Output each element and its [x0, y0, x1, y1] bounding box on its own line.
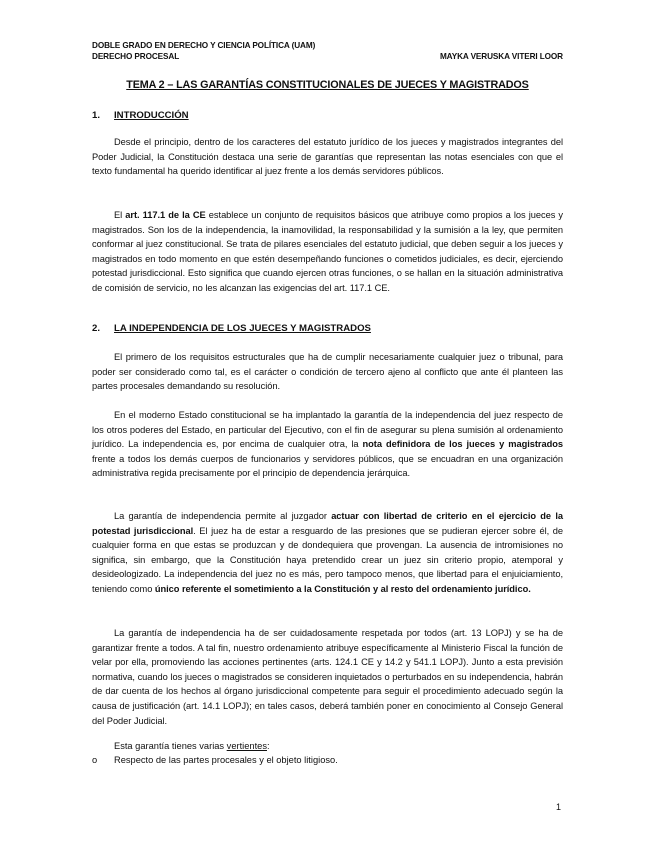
- header-author: MAYKA VERUSKA VITERI LOOR: [439, 52, 563, 61]
- section-number: 1.: [92, 110, 101, 121]
- bold-phrase: art. 117.1 de la CE: [125, 210, 206, 220]
- list-item-text: Respecto de las partes procesales y el objeto litigioso.: [114, 755, 338, 765]
- section-number: 2.: [92, 323, 101, 334]
- bold-phrase: nota definidora de los jueces y magistrados: [362, 439, 563, 450]
- paragraph-respeto: La garantía de independencia ha de ser cuidadosamente respetada por todos (art. 13 LOPJ) y se ha de garantizar frente a todos. A tal fin, nuestro ordenamiento atribuye específicamente al Ministerio Fiscal la función de velar por ella, promoviendo las acciones pertinentes (arts. 124.1 CE y 14.2 y 541.1 LOPJ). Junto a esta previsión normativa, cuando los jueces o magistrados se consideren inquietados o perturbados en su independencia, habrán de dar cuenta de los hechos al órgano jurisdiccional competente para seguir el procedimiento adecuado según la causa de justificación (art. 14.1 LOPJ); en tales casos, deberá también poner en conocimiento al Consejo General del Poder Judicial.: [92, 628, 563, 726]
- list-item: [92, 753, 338, 768]
- paragraph-libertad-criterio: La garantía de independencia permite al juzgador actuar con libertad de criterio en el ejercicio de la potestad jurisdiccional. El juez ha de estar a resguardo de las presiones que se pudieran ejercer sobre él, de cualquier forma en que estas se produzcan y de dondequiera que provengan. La ausencia de intromisiones no significa, sin embargo, que la Constitución haya pretendido crear un juez sin criterio propio, atemporal y desideologizado. La independencia del juez no es más, pero tampoco menos, que libertad para el enjuiciamiento, teniendo como único referente el sometimiento a la Constitución y al resto del ordenamiento jurídico.: [92, 511, 563, 594]
- bold-phrase: actuar con libertad de criterio en el ejercicio de la potestad jurisdiccional: [92, 511, 563, 536]
- section-label: LA INDEPENDENCIA DE LOS JUECES Y MAGISTRADOS: [114, 323, 371, 334]
- section-heading-2: [92, 323, 371, 334]
- paragraph-estado-constitucional: En el moderno Estado constitucional se ha implantado la garantía de la independencia del juez respecto de los otros poderes del Estado, en particular del Ejecutivo, con el fin de asegurar su plena sumisión al ordenamiento jurídico. La independencia es, por encima de cualquier otra, la nota definidora de los jueces y magistrados frente a todos los demás cuerpos de funcionarios y servidores públicos, que se encuadran en una organización administrativa regida precisamente por el principio de dependencia jerárquica.: [92, 410, 563, 479]
- bold-phrase: único referente el sometimiento a la Constitución y al resto del ordenamiento jurídico.: [154, 583, 531, 594]
- paragraph-art-117: El art. 117.1 de la CE establece un conjunto de requisitos básicos que atribuye como propios a los jueces y magistrados. Son los de la independencia, la inamovilidad, la responsabilidad y la sumisión a la ley, que permiten conformar al juez constitucional. Se trata de pilares esenciales del estatuto judicial, que deben seguir a los jueces y magistrados en todo momento en que estén desempeñando funciones o cometidos judiciales, es decir, ejerciendo potestad jurisdiccional. Esto significa que cuando ejercen otras funciones, o se hallan en la situación administrativa de comisión de servicio, no les alcanzan las exigencias del art. 117.1 CE.: [92, 210, 563, 293]
- header-left: [92, 40, 315, 62]
- section-label: INTRODUCCIÓN: [114, 110, 189, 121]
- paragraph-tercero: El primero de los requisitos estructurales que ha de cumplir necesariamente cualquier juez o tribunal, para poder ser considerado como tal, es el carácter o condición de tercero ajeno al conflicto que ante él planteen las partes procesales demandando su resolución.: [92, 352, 563, 392]
- page-title: TEMA 2 – LAS GARANTÍAS CONSTITUCIONALES DE JUECES Y MAGISTRADOS: [126, 79, 529, 91]
- underlined-word: vertientes: [226, 741, 267, 751]
- bullet-icon: o: [92, 755, 98, 765]
- paragraph-intro: Desde el principio, dentro de los caracteres del estatuto jurídico de los jueces y magistrados integrantes del Poder Judicial, la Constitución destaca una serie de garantías que representan las notas esenciales con que el texto fundamental ha querido identificar al juez frente a los demás servidores públicos.: [92, 137, 563, 177]
- header-subject: DERECHO PROCESAL: [92, 52, 180, 61]
- header-degree: DOBLE GRADO EN DERECHO Y CIENCIA POLÍTICA (UAM): [92, 41, 316, 50]
- section-heading-1: [92, 110, 189, 121]
- page-number: 1: [556, 802, 562, 812]
- paragraph-vertientes: Esta garantía tienes varias vertientes:: [114, 741, 270, 751]
